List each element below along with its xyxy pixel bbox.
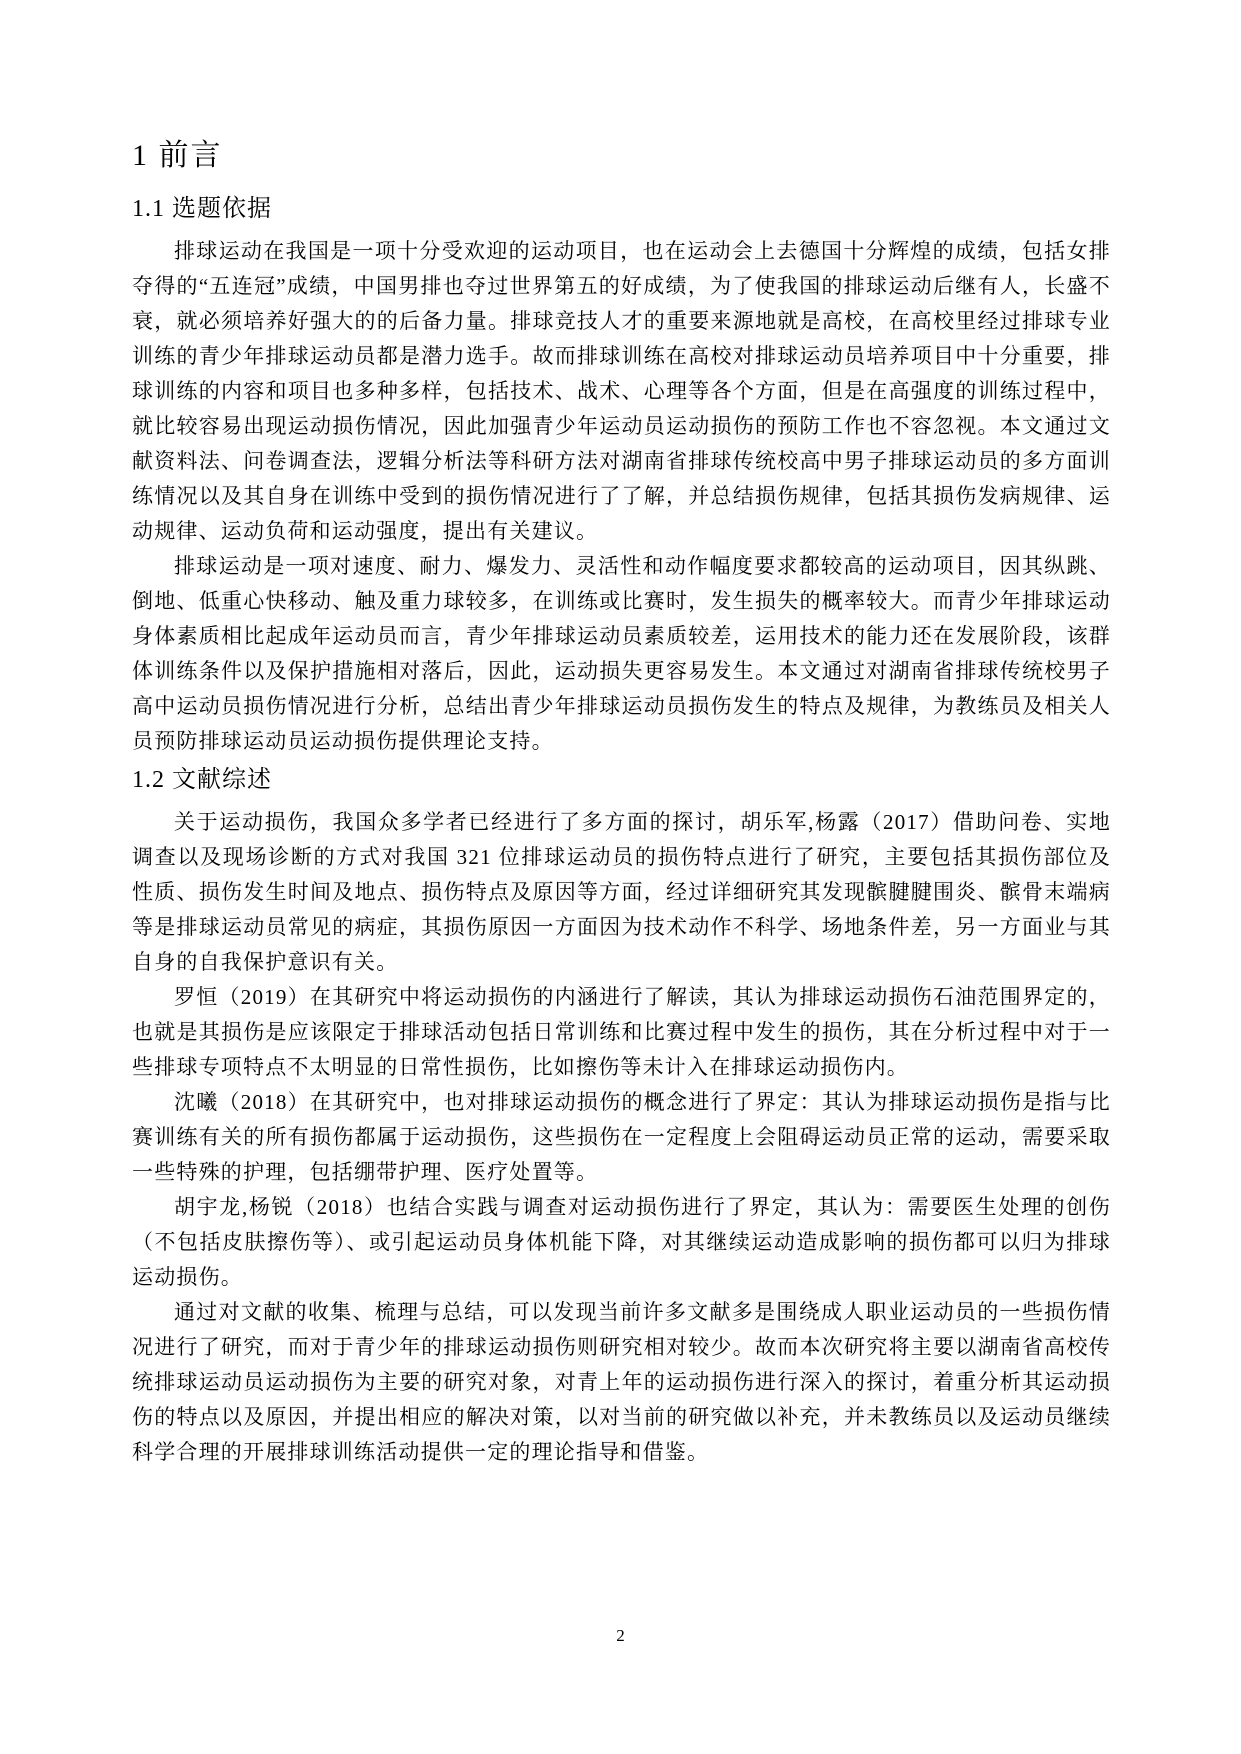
section-heading-1-2: 1.2 文献综述 [132, 767, 272, 793]
page-number: 2 [616, 1626, 625, 1645]
paragraph-literature-review-5: 通过对文献的收集、梳理与总结，可以发现当前许多文献多是围绕成人职业运动员的一些损伤情况进行了研究，而对于青少年的排球运动损伤则研究相对较少。故而本次研究将主要以湖南省高校传统排球运动员运动损伤为主要的研究对象，对青上年的运动损伤进行深入的探讨，着重分析其运动损伤的特点以及原因，并提出相应的解决对策，以对当前的研究做以补充，并未教练员以及运动员继续科学合理的开展排球训练活动提供一定的理论指导和借鉴。 [132, 1300, 1111, 1464]
chapter-heading: 1 前言 [132, 139, 223, 172]
section-heading-1-1: 1.1 选题依据 [132, 196, 272, 222]
paragraph-literature-review-3: 沈曦（2018）在其研究中，也对排球运动损伤的概念进行了界定：其认为排球运动损伤是指与比赛训练有关的所有损伤都属于运动损伤，这些损伤在一定程度上会阻碍运动员正常的运动，需要采取一些特殊的护理，包括绷带护理、医疗处置等。 [132, 1090, 1111, 1184]
paragraph-topic-basis-1: 排球运动在我国是一项十分受欢迎的运动项目，也在运动会上去德国十分辉煌的成绩，包括女排夺得的“五连冠”成绩，中国男排也夺过世界第五的好成绩，为了使我国的排球运动后继有人，长盛不衰，就必须培养好强大的的后备力量。排球竞技人才的重要来源地就是高校，在高校里经过排球专业训练的青少年排球运动员都是潜力选手。故而排球训练在高校对排球运动员培养项目中十分重要，排球训练的内容和项目也多种多样，包括技术、战术、心理等各个方面，但是在高强度的训练过程中，就比较容易出现运动损伤情况，因此加强青少年运动员运动损伤的预防工作也不容忽视。本文通过文献资料法、问卷调查法，逻辑分析法等科研方法对湖南省排球传统校高中男子排球运动员的多方面训练情况以及其自身在训练中受到的损伤情况进行了了解，并总结损伤规律，包括其损伤发病规律、运动规律、运动负荷和运动强度，提出有关建议。 [132, 239, 1111, 543]
paragraph-literature-review-2: 罗恒（2019）在其研究中将运动损伤的内涵进行了解读，其认为排球运动损伤石油范围界定的，也就是其损伤是应该限定于排球活动包括日常训练和比赛过程中发生的损伤，其在分析过程中对于一些排球专项特点不太明显的日常性损伤，比如擦伤等未计入在排球运动损伤内。 [132, 985, 1111, 1079]
paragraph-literature-review-4: 胡宇龙,杨锐（2018）也结合实践与调查对运动损伤进行了界定，其认为：需要医生处理的创伤（不包括皮肤擦伤等）、或引起运动员身体机能下降，对其继续运动造成影响的损伤都可以归为排球运动损伤。 [132, 1195, 1111, 1289]
paragraph-literature-review-1: 关于运动损伤，我国众多学者已经进行了多方面的探讨，胡乐军,杨露（2017）借助问卷、实地调查以及现场诊断的方式对我国 321 位排球运动员的损伤特点进行了研究，主要包括其损伤部位及性质、损伤发生时间及地点、损伤特点及原因等方面，经过详细研究其发现髌腱腱围炎、髌骨末端病等是排球运动员常见的病症，其损伤原因一方面因为技术动作不科学、场地条件差，另一方面业与其自身的自我保护意识有关。 [132, 810, 1111, 974]
paragraph-topic-basis-2: 排球运动是一项对速度、耐力、爆发力、灵活性和动作幅度要求都较高的运动项目，因其纵跳、倒地、低重心快移动、触及重力球较多，在训练或比赛时，发生损失的概率较大。而青少年排球运动身体素质相比起成年运动员而言，青少年排球运动员素质较差，运用技术的能力还在发展阶段，该群体训练条件以及保护措施相对落后，因此，运动损失更容易发生。本文通过对湖南省排球传统校男子高中运动员损伤情况进行分析，总结出青少年排球运动员损伤发生的特点及规律，为教练员及相关人员预防排球运动员运动损伤提供理论支持。 [132, 554, 1111, 753]
